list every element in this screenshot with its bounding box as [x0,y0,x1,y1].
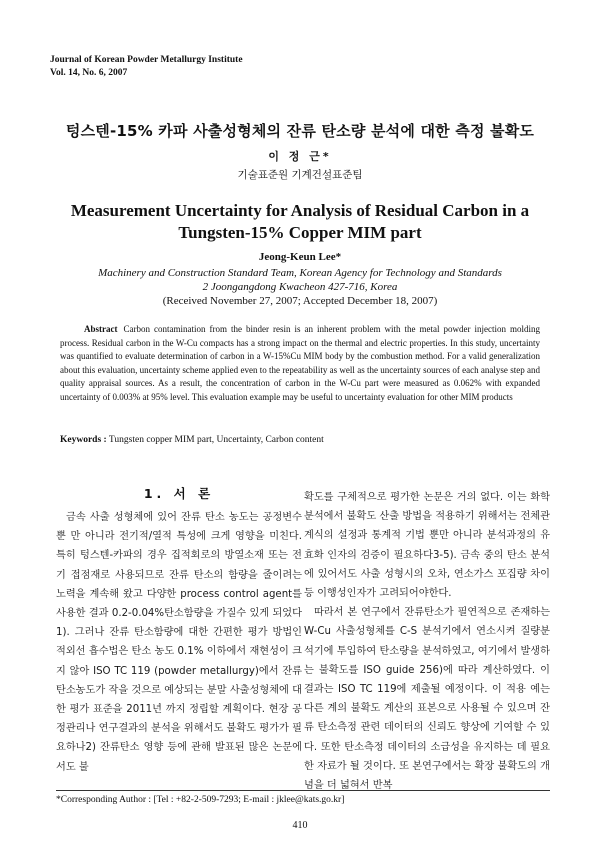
affiliation-line-2: 2 Joongangdong Kwacheon 427-716, Korea [202,281,398,293]
korean-author: 이 정 근* [268,150,332,163]
abstract-text: Carbon contamination from the binder resin is an inherent problem with the metal powder injection molding process. Residual carbon in the W-Cu compacts has a strong impact on the thermal and electric properties. In this study, uncertainty was quantified to evaluate determination of carbon in a W-15%Cu MIM body by the combustion method. For a valid generalization about this evaluation, uncertainty scheme applied even to the repeatability as well as the uncertainty sources of each analyse step and quality appraisal sources. As a result, the concentration of carbon in the W-Cu part were measured as 0.062% with expanded uncertainty of 0.003% at 95% level. This evaluation example may be useful to uncertainty evaluation for other MIM products [60,324,540,402]
left-column [56,508,302,777]
korean-affiliation: 기술표준원 기계건설표준팀 [237,169,363,181]
journal-header [50,54,243,80]
right-column [304,488,550,795]
keywords-text: Tungsten copper MIM part, Uncertainty, Carbon content [108,435,324,445]
paragraph: 따라서 본 연구에서 잔류탄소가 필연적으로 존재하는 W-Cu 사출성형체를 C-S 분석기에서 연소시켜 질량분석기에 투입하여 탄소량을 분석하였고, 여기에서 발생하는 불확도를 ISO guide 256)에 따라 계산하였다. 이 결과는 ISO TC 119에 제출될 예정이다. 이 적용 예는 다른 계의 불확도 계산의 표본으로 사용될 수 있으며 잔류 탄소측정 관련 데이터의 신뢰도 향상에 기여할 수 있다. 또한 탄소측정 데이터의 소급성을 유지하는 데 필요한 자료가 될 것이다. 또 본연구에서는 확장 불확도의 개념을 더 넓혀서 반복 [304,607,550,792]
page-number: 410 [292,820,308,831]
affiliation-line-1: Machinery and Construction Standard Team, Korean Agency for Technology and Standards [98,267,502,279]
section-heading: 1. 서 론 [143,486,215,501]
paragraph: 확도를 구체적으로 평가한 논문은 거의 없다. 이는 화학 분석에서 불확도 산출 방법을 적용하기 위해서는 전체관계식의 설정과 통계적 기법 뿐만 아니라 분석과정의 유효화 인자의 검증이 필요하다3-5). 금속 중의 탄소 분석에 있어서도 사출 성형시의 오차, 연소가스 포집량 차이 등 이행성인자가 고려되어야한다. [304,492,550,600]
received-dates: (Received November 27, 2007; Accepted December 18, 2007) [162,295,438,307]
abstract-label: Abstract [84,324,118,334]
keywords-label: Keywords : [60,435,107,445]
journal-name: Journal of Korean Powder Metallurgy Institute [50,55,243,65]
paragraph: 금속 사출 성형체에 있어 잔류 탄소 농도는 공정변수 뿐 만 아니라 전기적/열적 특성에 크게 영향을 미친다. 특히 텅스텐-카파의 경우 집적회로의 방열소재 또는 전기 접점재로 사용되므로 잔류 탄소의 함량을 줄이려는 노력을 계속해 왔고 다양한 process control agent를 사용한 결과 0.2-0.04%탄소함량을 가질수 있게 되었다1). 그러나 잔류 탄소함량에 대한 간편한 평가 방법인 적외선 흡수법은 탄소 농도 0.1% 이하에서 재현성이 크지 않아 ISO TC 119 (powder metallurgy)에서 잔류 탄소농도가 작을 것으로 예상되는 분말 사출성형체에 대한 평가 표준을 2011년 까지 정립할 계획이다. 현장 공정관리나 연구결과의 분석을 위해서도 불확도 평가가 필요하나2) 잔류탄소 영향 등에 관해 발표된 많은 논문에서도 불 [56,512,302,773]
abstract [60,323,540,405]
korean-title: 텅스텐-15% 카파 사출성형체의 잔류 탄소량 분석에 대한 측정 불확도 [65,122,535,140]
keywords [60,435,540,445]
english-affiliation [40,266,560,294]
journal-volume: Vol. 14, No. 6, 2007 [50,68,128,78]
english-author: Jeong-Keun Lee* [258,251,342,263]
english-title: Measurement Uncertainty for Analysis of Residual Carbon in a Tungsten-15% Copper MIM part [70,201,530,242]
footnote-divider [56,790,550,791]
footnote: *Corresponding Author : [Tel : +82-2-509-7293; E-mail : jklee@kats.go.kr] [56,795,345,805]
